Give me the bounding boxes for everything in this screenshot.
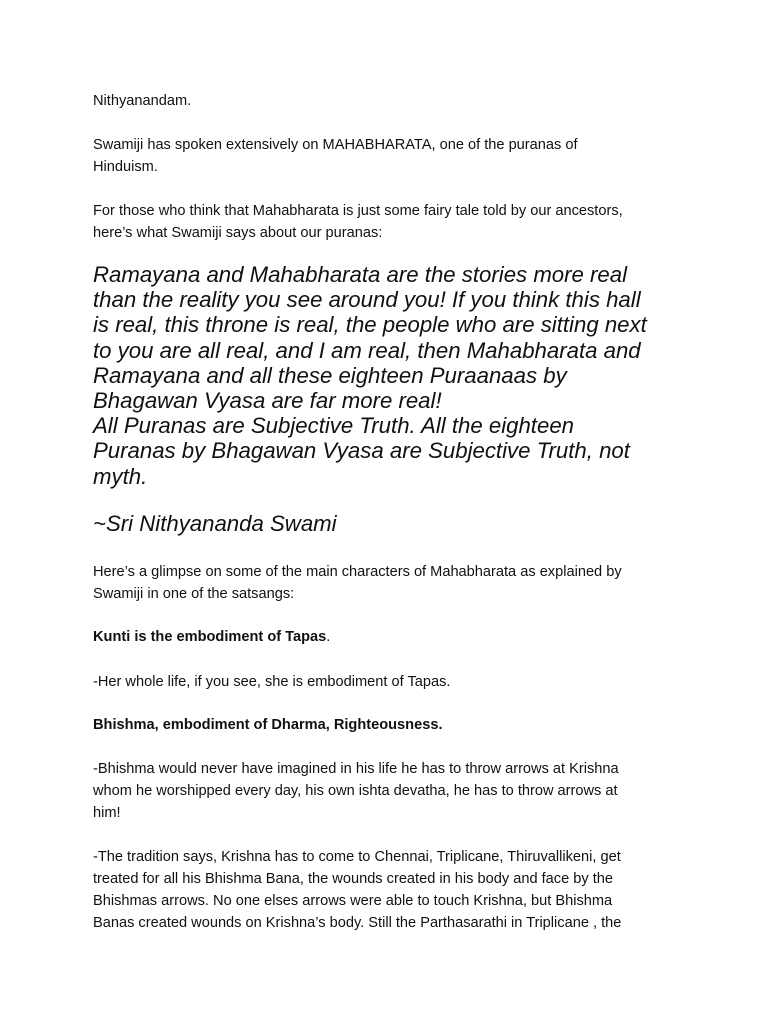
bhishma-para2-line: Bhishmas arrows. No one elses arrows were able to touch Krishna, but Bhishma — [93, 893, 613, 909]
kunti-body-line: -Her whole life, if you see, she is embodiment of Tapas. — [93, 674, 451, 690]
bhishma-para2-line: -The tradition says, Krishna has to come to Chennai, Triplicane, Thiruvallikeni, get — [93, 849, 621, 865]
kunti-heading-line — [93, 626, 683, 648]
glimpse-line: Swamiji in one of the satsangs: — [93, 586, 295, 602]
kunti-heading — [93, 626, 683, 648]
quote-line: myth. — [93, 463, 148, 489]
quote-line: Ramayana and all these eighteen Puraanaas by — [93, 362, 567, 388]
quote-line: All Puranas are Subjective Truth. All the eighteen — [93, 413, 574, 439]
bhishma-paragraph-2 — [93, 846, 683, 934]
greeting-line: Nithyanandam. — [93, 93, 192, 109]
glimpse-paragraph — [93, 561, 683, 605]
glimpse-line: Here’s a glimpse on some of the main characters of Mahabharata as explained by — [93, 564, 622, 580]
attribution-line: ~Sri Nithyananda Swami — [93, 511, 337, 536]
bhishma-para1-line: him! — [93, 805, 121, 821]
intro-line: Swamiji has spoken extensively on MAHABHARATA, one of the puranas of — [93, 137, 578, 153]
greeting-text — [93, 90, 683, 112]
bhishma-para1-line: -Bhishma would never have imagined in his life he has to throw arrows at Krishna — [93, 761, 619, 777]
lead-line: here’s what Swamiji says about our puranas: — [93, 225, 383, 241]
lead-line: For those who think that Mahabharata is just some fairy tale told by our ancestors, — [93, 203, 623, 219]
bhishma-heading-line: Bhishma, embodiment of Dharma, Righteousness. — [93, 717, 443, 733]
quote-line: is real, this throne is real, the people who are sitting next — [93, 312, 647, 338]
kunti-body — [93, 671, 683, 693]
bhishma-para2-line: Banas created wounds on Krishna’s body. Still the Parthasarathi in Triplicane , the — [93, 915, 622, 931]
intro-paragraph — [93, 134, 683, 178]
intro-line: Hinduism. — [93, 159, 158, 175]
quote-line: Ramayana and Mahabharata are the stories more real — [93, 262, 628, 287]
bhishma-para2-line: treated for all his Bhishma Bana, the wounds created in his body and face by the — [93, 871, 614, 887]
kunti-heading-bold: Kunti is the embodiment of Tapas — [93, 629, 327, 645]
quote-attribution — [93, 511, 693, 536]
quote-line: to you are all real, and I am real, then Mahabharata and — [93, 337, 641, 363]
quote-line: Puranas by Bhagawan Vyasa are Subjective Truth, not — [93, 438, 630, 464]
kunti-heading-end: . — [326, 629, 331, 645]
quote-block — [93, 262, 693, 489]
lead-paragraph — [93, 200, 683, 244]
bhishma-paragraph-1 — [93, 758, 683, 824]
quote-line: Bhagawan Vyasa are far more real! — [93, 388, 442, 414]
bhishma-heading — [93, 714, 683, 736]
bhishma-para1-line: whom he worshipped every day, his own ishta devatha, he has to throw arrows at — [93, 783, 618, 799]
quote-line: than the reality you see around you! If you think this hall — [93, 287, 641, 313]
